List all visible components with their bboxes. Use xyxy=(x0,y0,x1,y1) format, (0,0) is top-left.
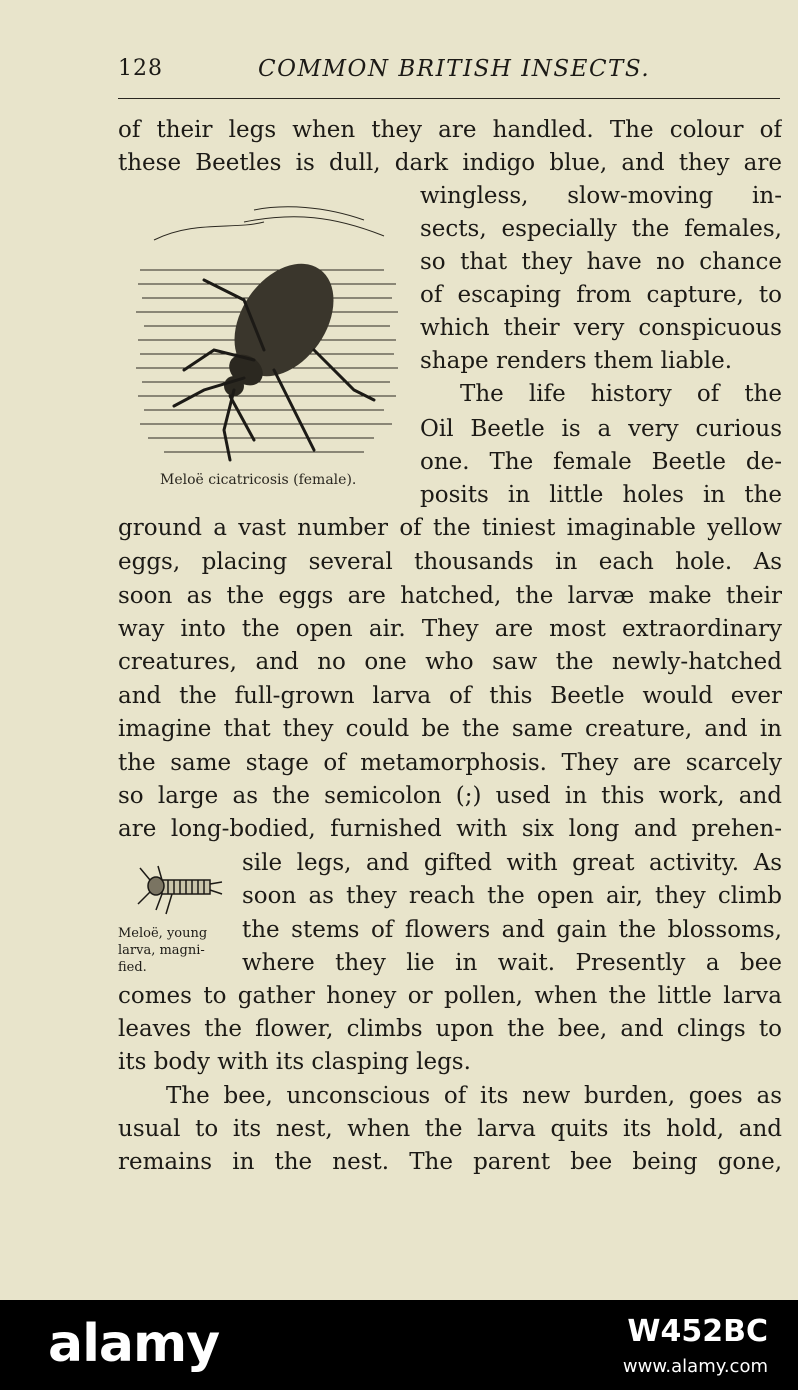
page-header xyxy=(118,56,782,90)
page-number: 128 xyxy=(118,56,163,81)
larva-caption-line: fied. xyxy=(118,960,147,975)
text-line: these Beetles is dull, dark indigo blue, and they are xyxy=(118,150,782,176)
text-line: and the full-grown larva of this Beetle would ever xyxy=(118,683,782,709)
text-line: comes to gather honey or pollen, when the little larva xyxy=(118,983,782,1009)
text-line: The bee, unconscious of its new burden, goes as xyxy=(166,1083,782,1109)
running-title: COMMON BRITISH INSECTS. xyxy=(258,56,651,82)
text-line: its body with its clasping legs. xyxy=(118,1049,471,1075)
text-line: soon as the eggs are hatched, the larvæ make their xyxy=(118,583,782,609)
text-line: way into the open air. They are most extraordinary xyxy=(118,616,782,642)
larva-caption-line: larva, magni- xyxy=(118,943,205,958)
text-line: the same stage of metamorphosis. They are scarcely xyxy=(118,750,782,776)
beetle-caption: Meloë cicatricosis (female). xyxy=(160,472,357,488)
larva-caption-line: Meloë, young xyxy=(118,926,208,941)
text-line: which their very conspicuous xyxy=(420,315,782,341)
text-line: ground a vast number of the tiniest imaginable yellow xyxy=(118,515,782,541)
text-line: shape renders them liable. xyxy=(420,348,733,374)
text-line: imagine that they could be the same creature, and in xyxy=(118,716,782,742)
text-line: so large as the semicolon (;) used in this work, and xyxy=(118,783,782,809)
image-id: W452BC xyxy=(627,1314,768,1349)
text-line: the stems of flowers and gain the blossoms, xyxy=(242,917,782,943)
larva-illustration xyxy=(132,862,224,920)
brand-logo: alamy xyxy=(48,1314,220,1374)
text-line: where they lie in wait. Presently a bee xyxy=(242,950,782,976)
stock-footer xyxy=(0,1300,798,1390)
text-line: wingless, slow-moving in- xyxy=(420,183,782,209)
text-line: of their legs when they are handled. The colour of xyxy=(118,117,782,143)
oil-beetle-illustration xyxy=(134,200,402,468)
text-line: Oil Beetle is a very curious xyxy=(420,416,782,442)
text-line: sile legs, and gifted with great activity. As xyxy=(242,850,782,876)
text-line: are long-bodied, furnished with six long and prehen- xyxy=(118,816,782,842)
site-url: www.alamy.com xyxy=(622,1356,768,1377)
header-rule xyxy=(118,98,780,99)
text-line: sects, especially the females, xyxy=(420,216,782,242)
text-line: usual to its nest, when the larva quits its hold, and xyxy=(118,1116,782,1142)
text-line: remains in the nest. The parent bee being gone, xyxy=(118,1149,782,1175)
text-line: soon as they reach the open air, they climb xyxy=(242,883,782,909)
text-line: The life history of the xyxy=(460,381,782,407)
text-line: leaves the flower, climbs upon the bee, and clings to xyxy=(118,1016,782,1042)
text-line: eggs, placing several thousands in each hole. As xyxy=(118,549,782,575)
text-line: of escaping from capture, to xyxy=(420,282,782,308)
text-line: posits in little holes in the xyxy=(420,482,782,508)
text-line: creatures, and no one who saw the newly-hatched xyxy=(118,649,782,675)
text-line: one. The female Beetle de- xyxy=(420,449,782,475)
text-line: so that they have no chance xyxy=(420,249,782,275)
